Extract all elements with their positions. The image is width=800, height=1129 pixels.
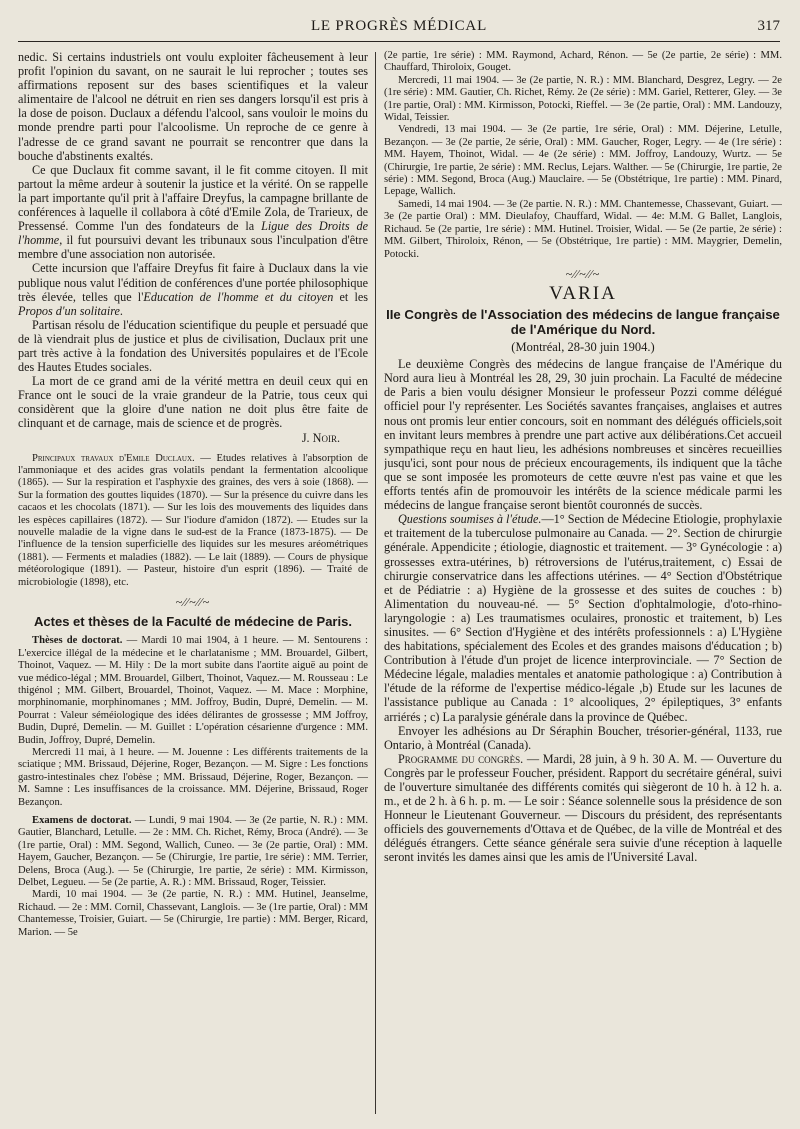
paragraph [18,261,368,317]
congress-dates: (Montréal, 28-30 juin 1904.) [511,340,655,355]
column-rule [375,52,376,1114]
varia-heading: VARIA [549,283,617,304]
paragraph: Le deuxième Congrès des médecins de langue française de l'Amérique du Nord aura lieu à Montréal les 28, 29, 30 juin prochain. La Faculté de médecine de Paris a bien voulu désigner Monsieur le professeur Pozzi comme délégué officiel pour l'y représenter. Les Sociétés savantes françaises, anglaises et autres nous ont promis leur entier concours, soit en nommant des délégués officiels,soit en invitant leurs membres à prendre une part active aux délibérations.Cet accueil sympathique reçu en haut lieu, les adhésions nombreuses et sincères recueillies jusqu'ici, sont pour nous de précieux encouragements, ils indiquent que la tâche que se sont imposée les promoteurs de cette œuvre n'est pas vaine et que les efforts tentés afin de promouvoir les intérêts de la science médicale parmi les médecins de langue française seront bientôt couronnés de succès. [384,357,782,513]
works-list [18,453,368,589]
examens-paragraph [18,815,368,889]
paragraph: nedic. Si certains industriels ont voulu exploiter fâcheusement à leur profit l'opinion du savant, on ne saurait le lui reprocher ; toutes ses affirmations reposent sur des bases scientifiques et la valeur alimentaire de l'alcool ne détruit en rien ses dangers lorsqu'il est pris à la dose de poison. Duclaux a défendu l'alcool, sans vouloir le moins du monde prendre parti pour l'alcoolisme. Un reproche de ce genre à l'adresse de ce grand savant ne pourrait se rencontrer que dans la bouche d'abstinents exaltés. [18,50,368,163]
italic-title: Propos d'un solitaire [18,303,120,318]
text-run: , il fut poursuivi devant les tribunaux sous l'inculpation d'être membre d'une association non autorisée. [18,233,368,262]
ornament: ~∕∕~∕∕~ [175,595,211,610]
text-run: Cette incursion que l'affaire Dreyfus fit faire à Duclaux dans la vie publique nous valut l'édition de conférences d'une portée philosophique très élevée, telles que l' [18,261,368,304]
text-run: . [119,303,123,318]
programme-text: — Mardi, 28 juin, à 9 h. 30 A. M. — Ouverture du Congrès par le professeur Foucher, président. Rapport du secrétaire général, suivi de l'ouverture simultanée des différents comités qui siègeront de 10 h. à 12 h. a. m., et de 2 h. à 6 h. p. m. — Le soir : Séance solennelle sous la présidence de son Honneur le Lieutenant Gouverneur. — Discours du président, des représentants officiels des gouvernements d'Ottava et de Québec, de la ville de Montréal et des délégués étrangers. Cette séance générale sera suivie d'une réception à laquelle seront invités les dames ainsi que les amis de l'Université Laval. [384,751,782,865]
running-header [18,16,780,42]
paragraph [18,163,368,262]
theses-label: Thèses de doctorat. [32,635,123,647]
questions-text: —1° Section de Médecine Etiologie, prophylaxie et traitement de la tuberculose pulmonaire au Canada. — 2°. Section de chirurgie générale. Appendicite ; étiologie, diagnostic et traitement. — 3° Gynécologie : a) grossesses extra-utérines, b) rétroversions de l'utérus,traitement, c) Essai de chirurgie conservatrice dans les affections utérines. — 4° Section d'Obstétrique et de Pédiatrie : a) Hygiène de la grossesse et des suites de couches : b) Alimentation du nouveau-né. — 5° Section d'ophtalmologie, d'oto-rhino-laryngologie : a) Les traumatismes oculaires, pronostic et traitement, b) Les sinusites. — 6° Section d'Hygiène et des intérêts professionnels : a) L'Hygiène des habitations, spécialement des Ecoles et des grandes maisons d'éducation ; b) Contribution à l'étude d'un projet de licence interprovinciale. — 7° Section de Médecine légale, maladies mentales et anatomie pathologique : a) Contribution à l'étude de la réforme de l'expertise médico-légale ,b) Etude sur les lacunes de l'assistance publique au Canada : 1° alcooliques, 2° épileptiques, 3° enfants arriérés ; c) La paralysie générale dans la province de Québec. [384,512,782,724]
mardi-paragraph: Mardi, 10 mai 1904. — 3e (2e partie, N. R.) : MM. Hutinel, Jeanselme, Richaud. — 2e : MM. Cornil, Chassevant, Langlois. — 3e (1re partie, Oral) : MM Chantemesse, Troisier, Guiart. — 5e (Chirurgie, 1re partie) : MM. Berger, Ricard, Marion. — 5e [18,889,368,938]
theses-paragraph [18,635,368,747]
page-number: 317 [757,18,780,34]
left-column [18,50,368,1125]
exam-continuation: (2e partie, 1re série) : MM. Raymond, Achard, Rénon. — 5e (2e partie, 2e série) : MM. Chauffard, Thiroloix, Gouget. [384,50,782,74]
text-run: et les [333,289,368,304]
works-label: Principaux travaux d'Emile Duclaux. [32,452,195,464]
theses-text: — Mardi 10 mai 1904, à 1 heure. — M. Sentourens : L'exercice illégal de la médecine et le charlatanisme ; MM. Brouardel, Gilbert, Thoinot, Vaquez. — M. Hily : De la mort subite dans l'aortite aiguë au point de vue médico-légal ; MM. Brouardel, Gilbert, Thoinot, Vaquez.— M. Rousseau : Le thigénol ; MM. Gilbert, Brouardel, Thoinot, Vaquez. — M. Mace : Morphine, morphinomanie, morphinomanes ; MM. Joffroy, Budin, Dupré, Demelin. — M. Pourrat : Valeur séméiologique des idées délirantes de grossesse ; MM Joffroy, Budin, Dupré, Demelin. — M. Guillet : L'opération césarienne d'urgence : MM. Budin, Joffroy, Dupré, Demelin. [18,635,368,746]
programme-paragraph [384,752,782,865]
signature: J. Noir. [301,430,340,445]
section-heading: Actes et thèses de la Faculté de médecine de Paris. [34,614,352,630]
paragraph: Partisan résolu de l'éducation scientifique du peuple et persuadé que de là viendrait plus de justice et plus de civilisation, Duclaux prit une part très active à la fondation des Universités populaires et de l'Ecole des Hautes Etudes sociales. [18,317,368,375]
examens-text: — Lundi, 9 mai 1904. — 3e (2e partie, N. R.) : MM. Gautier, Blanchard, Letulle. — 2e : MM. Ch. Richet, Rémy, Broca (André). — 3e (1re partie, Oral) : MM. Segond, Wallich, Cuneo. — 3e (2e partie, Oral) : MM. Hayem, Gaucher, Bezançon. — 5e (Chirurgie, 1re partie, 1re série) : MM. Terrier, Delens, Broca (Aug.). — 5e (Chirurgie, 1re partie, 2e série) : MM. Kirmisson, Delbet, Legueu. — 5e (2e partie, A. R.) : MM. Brissaud, Roger, Teissier. [18,814,368,888]
paragraph: Envoyer les adhésions au Dr Séraphin Boucher, trésorier-général, 1133, rue Ontario, à Montréal (Canada). [384,723,782,752]
ornament: ~∕∕~∕∕~ [565,266,601,281]
exam-mercredi: Mercredi, 11 mai 1904. — 3e (2e partie, N. R.) : MM. Blanchard, Desgrez, Legry. — 2e (1re série) : MM. Gautier, Ch. Richet, Rémy. 2e (2e série) : MM. Gariel, Retterer, Gley. — 3e (1re partie, Oral) : MM. Kirmisson, Potocki, Rieffel. — 3e (2e partie, Oral) : MM. Landouzy, Widal, Teissier. [384,74,782,124]
paragraph: La mort de ce grand ami de la vérité mettra en deuil ceux qui en France ont le souci de la vraie grandeur de la Patrie, tous ceux qui considèrent que la gloire d'une nation ne doit plus être faite de clinquant et de carnage, mais de science et de progrès. [18,374,368,431]
italic-title: Ligue des Droits de l'homme [18,219,368,248]
right-column [384,50,782,1125]
questions-paragraph [384,512,782,723]
congress-title: IIe Congrès de l'Association des médecins de langue française de l'Amérique du Nord. [386,307,780,338]
journal-title: LE PROGRÈS MÉDICAL [310,18,488,34]
text-run: Ce que Duclaux fit comme savant, il le fit comme citoyen. Il mit partout la même ardeur à soutenir la justice et la vérité. On se rappelle la part importante qu'il prit à l'affaire Dreyfus, la campagne brillante de conférences à laquelle il collabora à côté d'Emile Zola, de Trarieux, de Pressensé. Comme l'un des fondateurs de la [18,162,368,234]
mercredi-paragraph: Mercredi 11 mai, à 1 heure. — M. Jouenne : Les différents traitements de la sciatique ; MM. Brissaud, Déjerine, Roger, Bezançon. — M. Sigre : Les fonctions gastro-intestinales chez l'obèse ; MM. Brissaud, Déjerine, Roger, Bezançon. — M. Samne : Les insuffisances de la croissance. MM. Déjerine, Brissaud, Roger Bezançon. [18,746,368,808]
works-text: — Etudes relatives à l'absorption de l'ammoniaque et des acides gras volatils pendant la fermentation alcoolique (1865). — Sur la respiration et l'asphyxie des graines, des vers à soie (1868). — Sur la formation des gouttes liquides (1870). — Sur la présence du cuivre dans les cacaos et les chocolats (1871). — Sur les lois des mouvements des liquides dans les espèces capillaires (1872). — Sur l'iodure d'amidon (1872). — Etudes sur la nouvelle maladie de la vigne dans le sud-est de la France (1873-1875). — De l'influence de la tension superficielle des liquides sur les mesures aréométriques (1881). — Ferments et maladies (1882). — Le lait (1889). — Cours de physique météorologique (1891). — Pasteur, histoire d'un esprit (1896). — Traité de microbiologie (1898), etc. [18,452,368,588]
questions-label: Questions soumises à l'étude. [398,512,542,527]
exam-vendredi: Vendredi, 13 mai 1904. — 3e (2e partie, 1re série, Oral) : MM. Déjerine, Letulle, Bezançon. — 3e (2e partie, 2e série, Oral) : MM. Gaucher, Roger, Legry. — 4e (1re série) : MM. Hayem, Thoinot, Widal. — 4e (2e série) : MM. Joffroy, Landouzy, Wurtz. — 5e (Chirurgie, 1re partie, 2e série) : MM. Reclus, Lejars. Walther. — 5e (Chirurgie, 1re partie, 2e série) : MM. Segond, Broca (Aug.) Mauclaire. — 5e (Obstétrique, 1re partie) : MM. Pinard, Lepage, Wallich. [384,124,782,198]
programme-label: Programme du congrès. [398,751,524,766]
exam-samedi: Samedi, 14 mai 1904. — 3e (2e partie. N. R.) : MM. Chantemesse, Chassevant, Guiart. — 3e (2e partie Oral) : MM. Dieulafoy, Chauffard, Widal. — 4e: M.M. G Ballet, Langlois, Richaud. 5e (2e partie, 1re série) : MM. Hutinel. Troisier, Widal. — 5e (2e partie, 2e série) : MM. Gilbert, Thiroloix, Rénon, — 5e (Obstétrique, 1re partie) : MM. Maygrier, Demelin, Potocki. [384,198,782,260]
examens-label: Examens de doctorat. [32,814,132,826]
italic-title: Education de l'homme et du citoyen [143,289,334,304]
